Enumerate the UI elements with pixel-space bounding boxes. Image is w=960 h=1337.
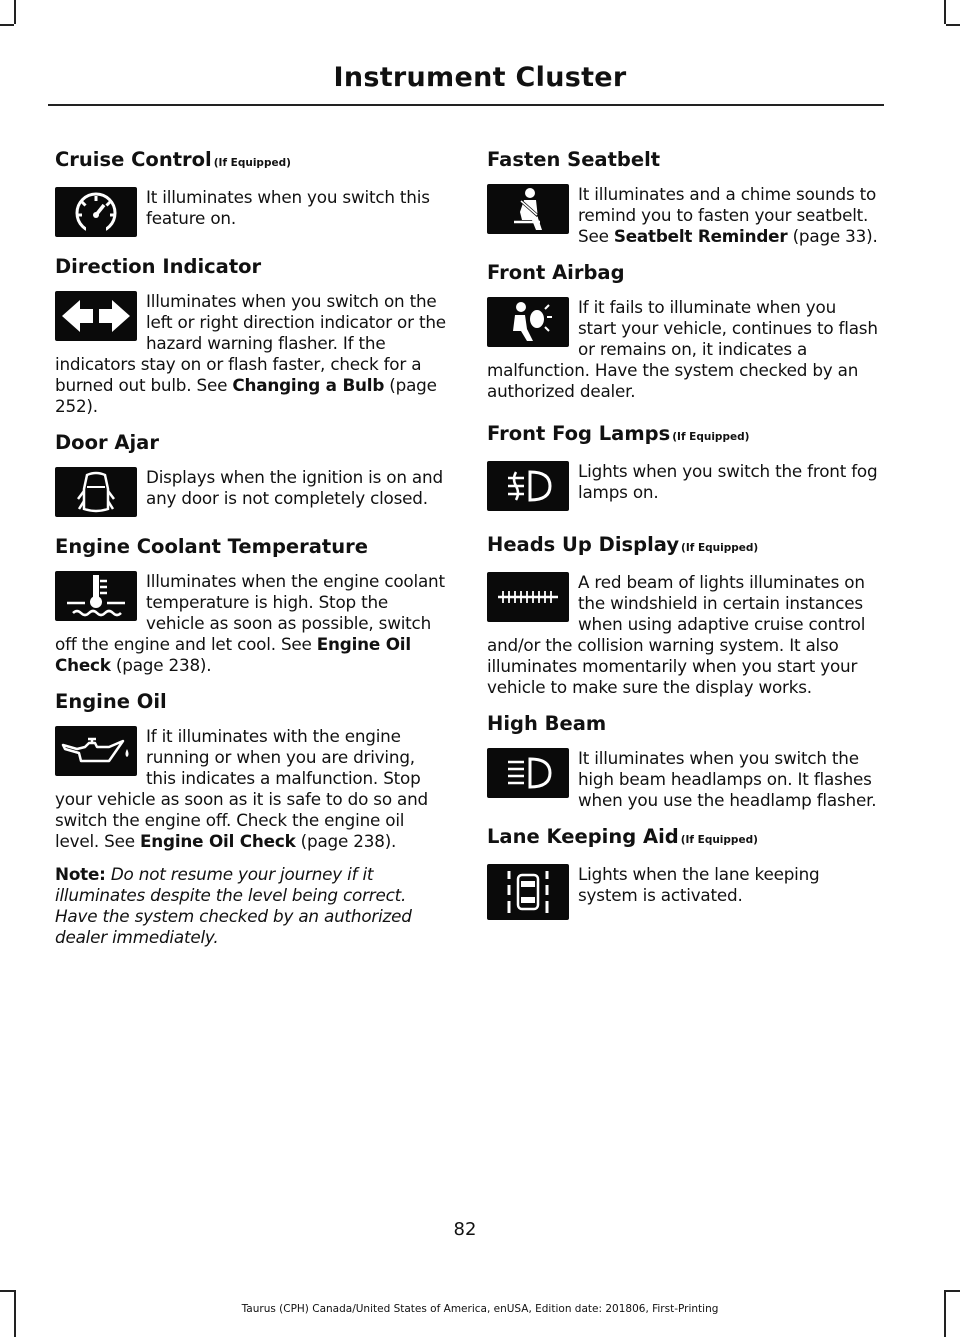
note-text: Do not resume your journey if it illuminates despite the level being correct. Have the system checked by an authorized dealer immediately. [55,864,412,947]
section-heading: Engine Coolant Temperature [55,535,368,558]
if-equipped-tag: (If Equipped) [213,157,291,169]
page-reference-link[interactable]: Changing a Bulb [232,375,385,395]
body-text: Illuminates when you switch on the left or right direction indicator or the hazard warning flasher. If the indicators stay on or flash faster, check for a burned out bulb. See [55,291,446,395]
page-reference-link[interactable]: Seatbelt Reminder [613,226,788,246]
lane-keeping-icon [487,864,569,920]
crop-mark [14,0,16,24]
section-heading: Door Ajar [55,431,159,454]
section-body: A red beam of lights illuminates on the windshield in certain instances when using adaptive cruise control and/or the collision warning system. It also illuminates momentarily when you start your vehicle to make sure the display works. [487,572,866,697]
high-beam-icon [487,748,569,798]
right-column [487,148,879,924]
crop-mark [944,0,946,24]
page-reference-link[interactable]: Engine Oil Check [55,634,411,675]
section-body: Lights when you switch the front fog lamps on. [578,461,878,502]
page-title: Instrument Cluster [333,62,627,93]
airbag-icon [487,297,569,347]
section-heading: Fasten Seatbelt [487,148,661,171]
section-heading [55,148,447,175]
coolant-temperature-icon [55,571,137,621]
section-body: Lights when the lane keeping system is activated. [578,864,820,905]
speedometer-icon [55,187,137,237]
oil-can-icon [55,726,137,776]
page-number: 82 [453,1219,477,1240]
body-text: It illuminates and a chime sounds to remind you to fasten your seatbelt. See [578,184,877,246]
section-door-ajar [55,431,447,521]
section-body: It illuminates when you switch this feature on. [146,187,430,228]
heading-text: Lane Keeping Aid [487,825,679,848]
note-label: Note: [55,864,106,884]
section-heading [487,825,879,852]
crop-mark [0,24,14,26]
header-rule [48,104,884,106]
section-front-fog-lamps [487,422,879,515]
section-body: If it fails to illuminate when you start your vehicle, continues to flash or remains on, it indicates a malfunction. Have the system checked by an authorized dealer. [487,297,878,401]
page-reference-number: (page 33). [787,226,878,246]
section-heading: Engine Oil [55,690,167,713]
section-body: Displays when the ignition is on and any door is not completely closed. [146,467,443,508]
heading-text: Front Fog Lamps [487,422,671,445]
turn-arrows-icon [55,291,137,341]
section-heads-up-display [487,533,879,698]
section-direction-indicator [55,255,447,417]
section-heading: High Beam [487,712,607,735]
door-ajar-icon [55,467,137,517]
section-engine-coolant [55,535,447,676]
crop-mark [946,24,960,26]
body-text: If it illuminates with the engine running or when you are driving, this indicates a malfunction. Stop your vehicle as soon as it is safe to do so and switch the engine off. Check the engine oil level. See [55,726,428,851]
section-body: It illuminates when you switch the high beam headlamps on. It flashes when you use the headlamp flasher. [578,748,877,810]
section-high-beam [487,712,879,811]
page-reference-number: (page 238). [110,655,212,675]
section-heading: Direction Indicator [55,255,262,278]
heads-up-display-icon [487,572,569,622]
if-equipped-tag: (If Equipped) [672,431,750,443]
if-equipped-tag: (If Equipped) [681,542,759,554]
page-reference-number: (page 238). [295,831,397,851]
note-paragraph [55,864,447,948]
section-engine-oil [55,690,447,948]
heading-text: Heads Up Display [487,533,680,556]
section-cruise-control [55,148,447,241]
page-reference-number: (page 252). [55,375,437,416]
heading-text: Cruise Control [55,148,212,171]
section-lane-keeping-aid [487,825,879,924]
body-text: Illuminates when the engine coolant temperature is high. Stop the vehicle as soon as possible, switch off the engine and let cool. See [55,571,445,654]
section-heading: Front Airbag [487,261,625,284]
section-heading [487,533,879,560]
section-front-airbag [487,261,879,402]
crop-mark [946,1290,960,1292]
page-reference-link[interactable]: Engine Oil Check [140,831,296,851]
if-equipped-tag: (If Equipped) [680,834,758,846]
crop-mark [0,1290,14,1292]
fog-lamp-icon [487,461,569,511]
seatbelt-icon [487,184,569,234]
section-heading [487,422,879,449]
page-footer: Taurus (CPH) Canada/United States of America, enUSA, Edition date: 201806, First-Printing [241,1303,719,1315]
section-fasten-seatbelt [487,148,879,247]
left-column [55,148,447,948]
